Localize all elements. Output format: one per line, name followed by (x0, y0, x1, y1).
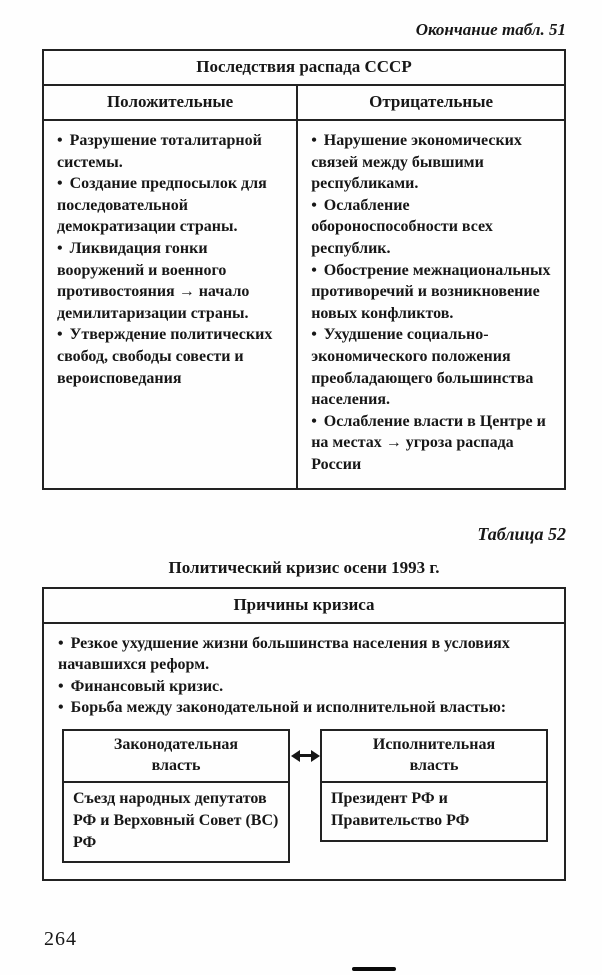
table-52 (42, 587, 566, 882)
negative-consequences-cell (296, 121, 564, 488)
list-item-text: Борьба между законодательной и исполнительной властью: (70, 699, 507, 717)
table-52-header: Причины кризиса (44, 589, 564, 624)
list-item-text: Обострение межнациональных противоречий и возникновение новых конфликтов. (311, 261, 551, 322)
legislative-branch-body: Съезд народных депутатов РФ и Верховный Совет (ВС) РФ (73, 790, 279, 851)
bullet-icon: • (311, 196, 317, 214)
list-item (58, 676, 552, 698)
page-number: 264 (44, 928, 77, 950)
list-item-text: Ликвидация гонки вооружений и военного противостояния → начало демилитаризации страны. (57, 239, 250, 322)
list-item (57, 173, 288, 238)
scan-artifact (352, 967, 396, 971)
list-item (311, 195, 556, 260)
bullet-icon: • (57, 239, 63, 257)
list-item-text: Ослабление власти в Центре и на местах → угроза распада России (311, 412, 546, 473)
column-header-positive: Положительные (106, 92, 234, 111)
table-51 (42, 49, 566, 490)
list-item (57, 238, 288, 324)
table51-continuation-caption: Окончание табл. 51 (415, 20, 566, 39)
table-52-title: Политический кризис осени 1993 г. (168, 557, 440, 577)
list-item (311, 260, 556, 325)
list-item (58, 633, 552, 676)
table-51-body-row (44, 121, 564, 488)
list-item-text: Ухудшение социально-экономического положения преобладающего большинства населения. (311, 326, 534, 409)
table-52-body (44, 624, 564, 880)
executive-branch-body: Президент РФ и Правительство РФ (331, 790, 470, 830)
list-item (58, 697, 552, 719)
list-item (311, 411, 556, 476)
bullet-icon: • (58, 699, 64, 717)
bullet-icon: • (311, 412, 317, 430)
table-51-header-row (44, 86, 564, 121)
list-item-text: Утверждение политических свобод, свободы совести и вероисповедания (57, 326, 273, 387)
legislative-branch-box (62, 729, 290, 863)
column-header-negative: Отрицательные (296, 86, 564, 119)
power-branches-diagram (58, 729, 552, 863)
list-item-text: Разрушение тоталитарной системы. (57, 132, 262, 171)
bullet-icon: • (57, 326, 63, 344)
list-item-text: Финансовый кризис. (70, 677, 224, 695)
arrow-right-head (311, 750, 320, 762)
bullet-icon: • (311, 326, 317, 344)
bullet-icon: • (57, 175, 63, 193)
bullet-icon: • (311, 261, 317, 279)
executive-branch-title: Исполнительная власть (322, 731, 546, 784)
list-item-text: Ослабление обороноспособности всех республик. (311, 196, 493, 257)
list-item (57, 324, 288, 389)
double-arrow-icon (290, 750, 320, 762)
table-51-title: Последствия распада СССР (44, 51, 564, 86)
list-item (311, 130, 556, 195)
bullet-icon: • (58, 677, 64, 695)
legislative-branch-title: Законодательная власть (64, 731, 288, 784)
bullet-icon: • (58, 634, 64, 652)
positive-consequences-cell (44, 121, 296, 488)
bullet-icon: • (311, 132, 317, 149)
list-item-text: Резкое ухудшение жизни большинства населения в условиях начавшихся реформ. (58, 634, 510, 674)
table-52-caption: Таблица 52 (477, 523, 566, 544)
list-item (311, 324, 556, 410)
list-item-text: Создание предпосылок для последовательной демократизации страны. (57, 175, 267, 236)
bullet-icon: • (57, 132, 63, 149)
executive-branch-box (320, 729, 548, 842)
list-item (57, 130, 288, 173)
list-item-text: Нарушение экономических связей между бывшими республиками. (311, 132, 522, 193)
